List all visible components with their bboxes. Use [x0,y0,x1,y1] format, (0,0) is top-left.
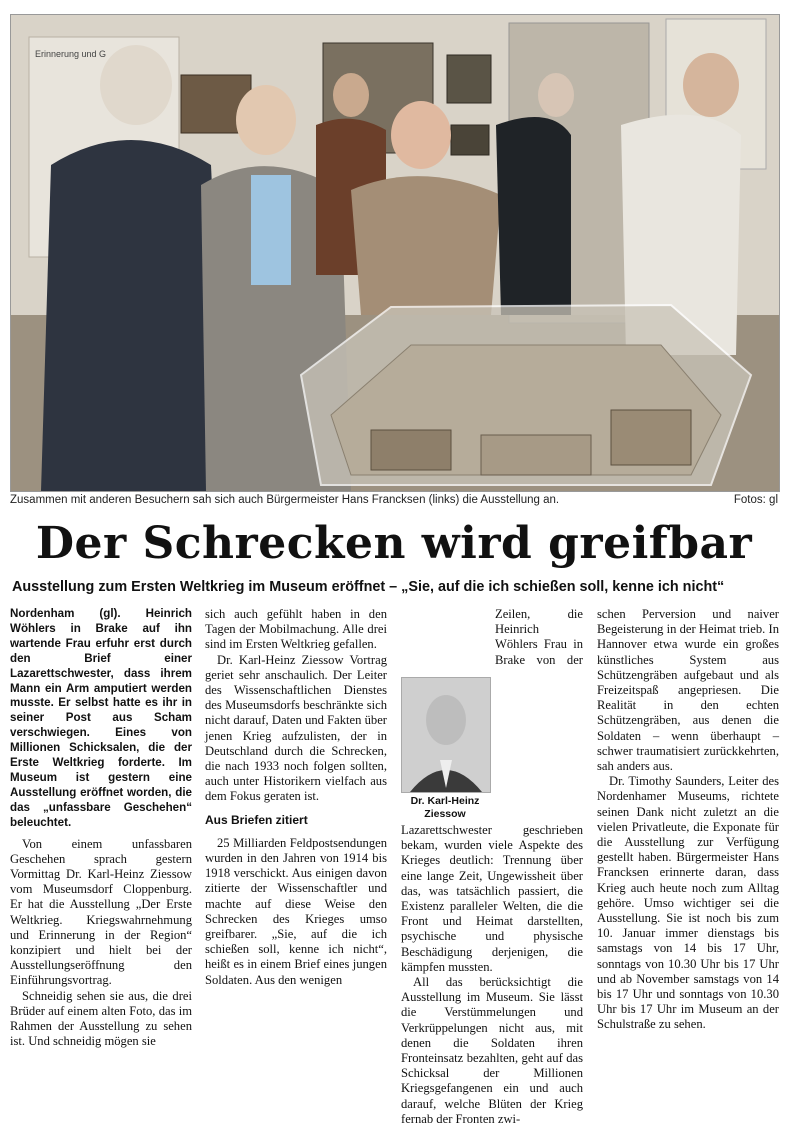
portrait-caption: Dr. Karl-Heinz Ziessow [410,795,480,820]
photo-caption-bar [10,494,778,510]
article-paragraph: Von einem unfassbaren Geschehen sprach gestern Vormittag Dr. Karl-Heinz Ziessow vom Museumsdorf Cloppenburg. Er hat die Ausstellung „Der Erste Weltkrieg. Kriegswahrnehmung und Erinnerung in der Region“ konzipiert und hielt bei der Ausstellungseröffnung den Einführungsvortrag. [10,836,192,988]
article-lead: Nordenham (gl). Heinrich Wöhlers in Brake auf ihn wartende Frau erfuhr erst durch den Brief einer Lazarettschwester, dass ihrem Mann ein Arm amputiert werden musste. Er selbst hatte es ihr in seiner Post aus Scham verschwiegen. Eines von Millionen Schicksalen, die der Erste Weltkrieg forderte. Im Museum ist gestern eine Ausstellung eröffnet worden, die das „unfassbare Geschehen“ beleuchtet. [10,607,192,829]
article-subheadline: Ausstellung zum Ersten Weltkrieg im Museum eröffnet – „Sie, auf die ich schießen soll, kenne ich nicht“ [12,579,725,595]
article-paragraph: 25 Milliarden Feldpostsendungen wurden in den Jahren von 1914 bis 1918 verschickt. Aus einigen davon zitierte der Wissenschaftler und machte auf diese Weise den Schrecken des Krieges umso greifbarer. „Sie, auf die ich schießen soll, kenne ich nicht“, heißt es in einem Brief eines jungen Soldaten. Aus den wenigen [205,835,387,987]
article-paragraph: schen Perversion und naiver Begeisterung in der Heimat trieb. In Hannover etwa wurde ein großes künstliches System aus Schützengräben aufgebaut und als Freizeitspaß angepriesen. Die Realität in den echten Schützengräben, aus denen die Soldaten – wenn überhaupt – schwer traumatisiert zurückkehrten, sah anders aus. [597,607,779,774]
exhibition-photo-illustration [11,15,779,491]
photo-credit: Fotos: gl [733,494,778,506]
wall-sign-text: Erinnerung und G [35,49,107,59]
main-photo [10,14,780,492]
article-paragraph: Dr. Karl-Heinz Ziessow Vortrag geriet sehr anschaulich. Der Leiter des Wissenschaftlichen Dienstes des Museumsdorfs beschränkte sich nicht darauf, Daten und Fakten über jenen Krieg aufzulisten, der in Deutschland durch die Schrecken, die nach 1933 noch folgen sollten, auch unter Historikern vielfach aus dem Fokus geraten ist. [205,652,387,804]
article-column-1 [10,607,192,1049]
photo-caption: Zusammen mit anderen Besuchern sah sich auch Bürgermeister Hans Francksen (links) die Ausstellung an. [10,494,560,506]
article-column-4 [597,607,779,1033]
article-paragraph: Schneidig sehen sie aus, die drei Brüder auf einem alten Foto, das im Rahmen der Ausstellung zu sehen ist. Und schneidig mögen sie [10,988,192,1049]
article-paragraph: sich auch gefühlt haben in den Tagen der Mobilmachung. Alle drei sind im Ersten Weltkrieg gefallen. [205,607,387,652]
article-column-2 [205,607,387,988]
portrait-photo [401,677,491,793]
portrait-illustration [402,678,490,792]
article-paragraph: All das berücksichtigt die Ausstellung im Museum. Sie lässt die Verstümmelungen und Verkrüppelungen nicht aus, mit denen die Soldaten ihren Fronteinsatz bezahlten, geht auf das Schicksal der Millionen Kriegsgefangenen ein und auch darauf, welche Blüten der Krieg fernab der Fronten zwi- [401,975,583,1126]
article-paragraph: Dr. Timothy Saunders, Leiter des Nordenhamer Museums, richtete seinen Dank nicht zuletzt an die vielen Privatleute, die Exponate für die Ausstellung zur Verfügung gestellt haben. Bürgermeister Hans Francksen erinnerte daran, dass Krieg auch heute noch zum Alltag gehöre. Umso wichtiger sei die Ausstellung. Sie ist noch bis zum 10. Januar immer dienstags bis samstags von 14 bis 17 Uhr, sonntags von 10.30 Uhr bis 17 Uhr und ab November samstags von 14 bis 17 Uhr und sonntags von 10.30 Uhr bis 17 Uhr im Museum an der Schulstraße zu sehen. [597,774,779,1032]
article-headline: Der Schrecken wird greifbar [35,518,753,569]
article-paragraph: Zeilen, die Heinrich Wöhlers Frau in Brake von der Lazarettschwester geschrieben bekam, wurden viele Aspekte des Krieges deutlich: Trennung über eine lange Zeit, Ungewissheit über das, was tatsächlich passiert, die Existenz paralleler Welten, die die Front und Heimat darstellten, psychische und physische Beschädigung derjenigen, die kämpfen mussten. [401,607,583,974]
article-subhead: Aus Briefen zitiert [205,812,308,827]
